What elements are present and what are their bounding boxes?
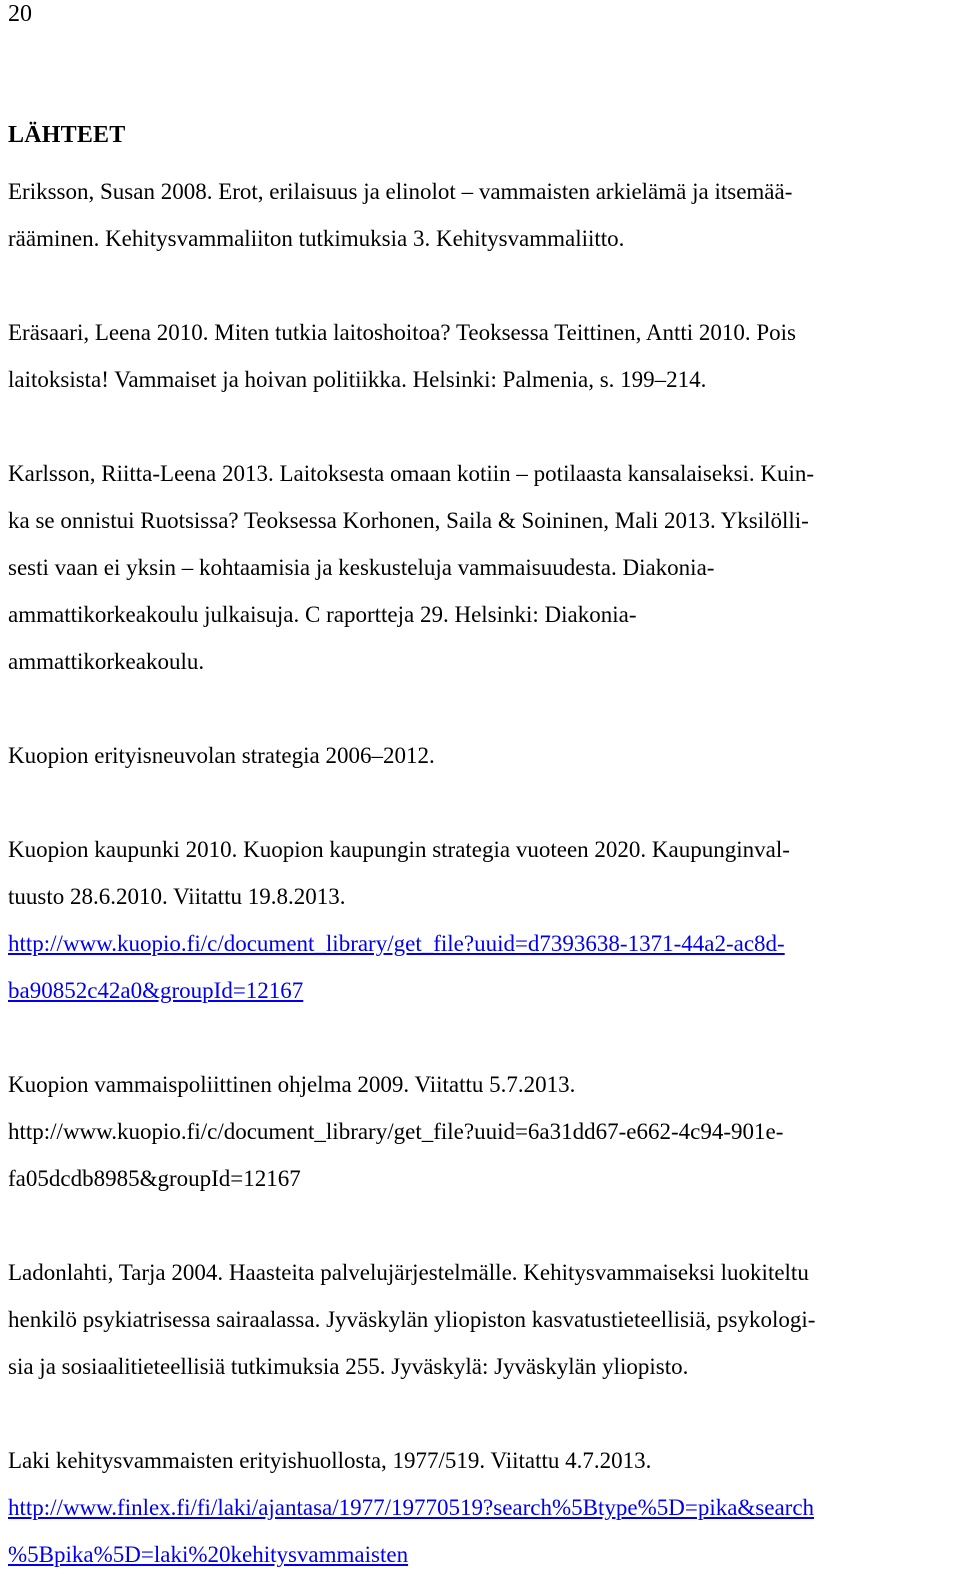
reference-line: laitoksista! Vammaiset ja hoivan politiikka. Helsinki: Palmenia, s. 199–214.: [8, 367, 707, 392]
reference-line: Laki kehitysvammaisten erityishuollosta, 1977/519. Viitattu 4.7.2013.: [8, 1448, 652, 1473]
reference-link-line: http://www.kuopio.fi/c/document_library/get_file?uuid=d7393638-1371-44a2-ac8d-: [8, 931, 785, 956]
reference-kuopio-neuvola-strategia: [8, 732, 958, 779]
reference-link-line: http://www.finlex.fi/fi/laki/ajantasa/1977/19770519?search%5Btype%5D=pika&search: [8, 1495, 815, 1520]
reference-ladonlahti-2004: [8, 1249, 958, 1390]
page-number: 20: [8, 1, 32, 27]
reference-karlsson-2013: [8, 450, 958, 685]
reference-link-finlex-cont[interactable]: [8, 1531, 958, 1578]
reference-line: sesti vaan ei yksin – kohtaamisia ja keskusteluja vammaisuudesta. Diakonia-: [8, 555, 715, 580]
reference-line: Eriksson, Susan 2008. Erot, erilaisuus ja elinolot – vammaisten arkielämä ja itsemää-: [8, 179, 793, 204]
reference-erasaari-2010: [8, 309, 958, 403]
reference-list: [8, 168, 958, 1578]
reference-line: ammattikorkeakoulu.: [8, 649, 205, 674]
reference-line: rääminen. Kehitysvammaliiton tutkimuksia 3. Kehitysvammaliitto.: [8, 226, 625, 251]
reference-line: Kuopion kaupunki 2010. Kuopion kaupungin strategia vuoteen 2020. Kaupunginval-: [8, 837, 790, 862]
reference-line: ka se onnistui Ruotsissa? Teoksessa Korhonen, Saila & Soininen, Mali 2013. Yksilölli-: [8, 508, 809, 533]
reference-link-line: ba90852c42a0&groupId=12167: [8, 978, 304, 1003]
reference-line: fa05dcdb8985&groupId=12167: [8, 1166, 301, 1191]
section-heading: LÄHTEET: [8, 122, 126, 148]
reference-line: Ladonlahti, Tarja 2004. Haasteita palvelujärjestelmälle. Kehitysvammaiseksi luokiteltu: [8, 1260, 809, 1285]
reference-line: ammattikorkeakoulu julkaisuja. C raportteja 29. Helsinki: Diakonia-: [8, 602, 637, 627]
reference-line: tuusto 28.6.2010. Viitattu 19.8.2013.: [8, 884, 346, 909]
reference-link-line: %5Bpika%5D=laki%20kehitysvammaisten: [8, 1542, 409, 1567]
reference-link-kuopio-strategia[interactable]: [8, 920, 958, 967]
reference-laki-kehitysvammaisten: [8, 1437, 958, 1578]
reference-link-finlex[interactable]: [8, 1484, 958, 1531]
reference-kuopio-kaupunki-2010: [8, 826, 958, 1014]
reference-line: sia ja sosiaalitieteellisiä tutkimuksia 255. Jyväskylä: Jyväskylän yliopisto.: [8, 1354, 689, 1379]
reference-line: henkilö psykiatrisessa sairaalassa. Jyväskylän yliopiston kasvatustieteellisiä, psykologi-: [8, 1307, 816, 1332]
reference-line: Karlsson, Riitta-Leena 2013. Laitoksesta omaan kotiin – potilaasta kansalaiseksi. Kuin-: [8, 461, 815, 486]
reference-line: http://www.kuopio.fi/c/document_library/get_file?uuid=6a31dd67-e662-4c94-901e-: [8, 1119, 784, 1144]
reference-line: Kuopion vammaispoliittinen ohjelma 2009. Viitattu 5.7.2013.: [8, 1072, 576, 1097]
reference-line: Eräsaari, Leena 2010. Miten tutkia laitoshoitoa? Teoksessa Teittinen, Antti 2010. Pois: [8, 320, 797, 345]
reference-link-kuopio-strategia-cont[interactable]: [8, 967, 958, 1014]
reference-line: Kuopion erityisneuvolan strategia 2006–2012.: [8, 743, 435, 768]
reference-eriksson-2008: [8, 168, 958, 262]
reference-kuopio-vammaispoliittinen-2009: [8, 1061, 958, 1202]
